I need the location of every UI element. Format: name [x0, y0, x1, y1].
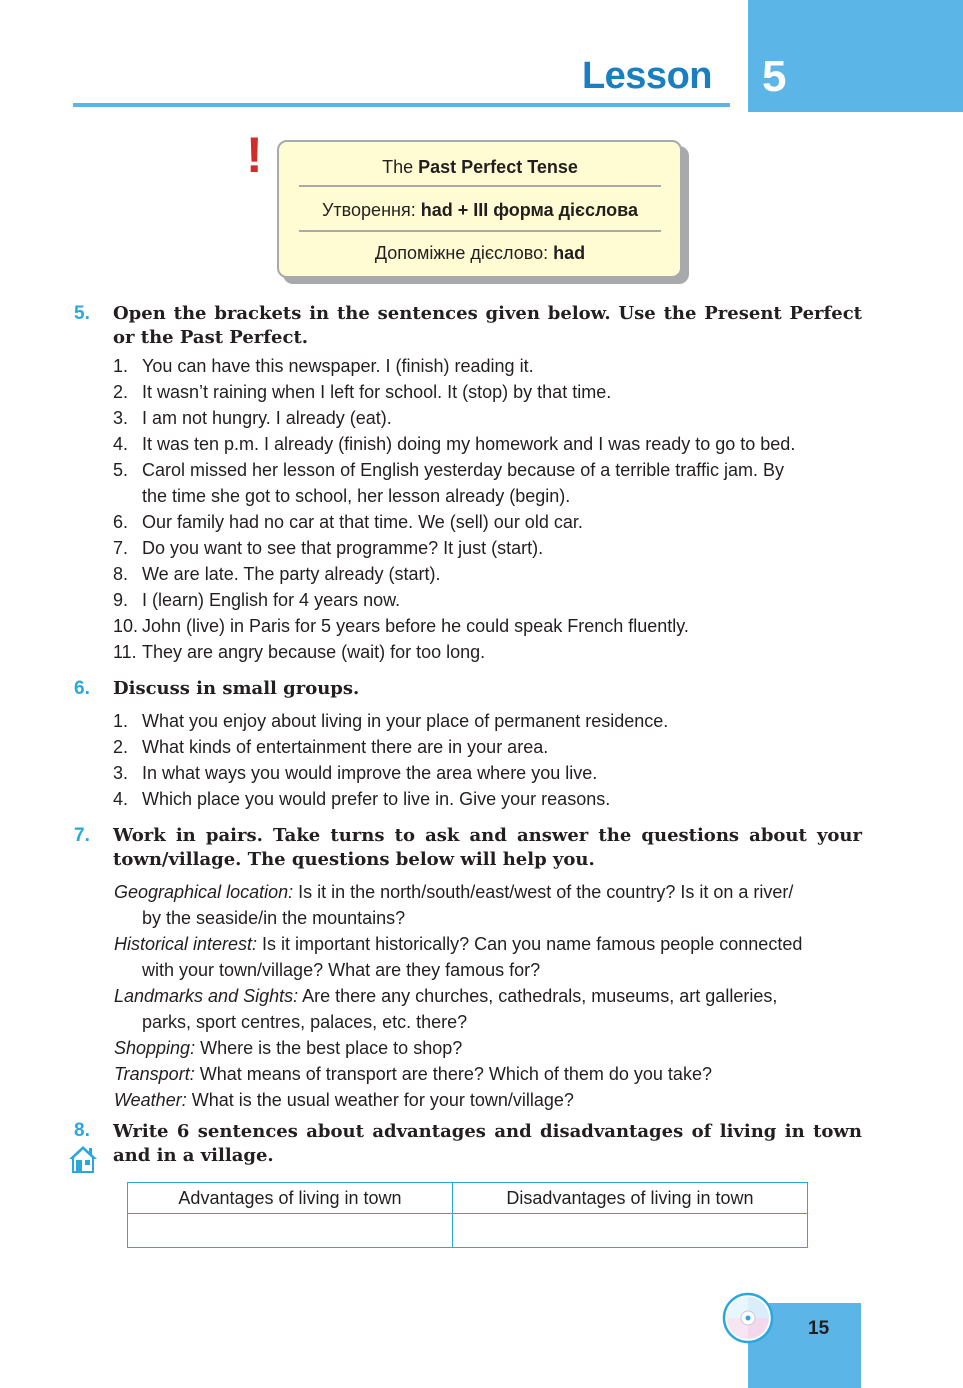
list-item: [113, 734, 868, 760]
prompt-item: [114, 931, 862, 983]
prompt-text-continued: by the seaside/in the mountains?: [142, 908, 406, 928]
exercise-5-number: 5.: [74, 303, 90, 324]
list-item: [113, 639, 868, 665]
prompt-text-continued: with your town/village? What are they famous for?: [142, 960, 541, 980]
list-item: [113, 457, 868, 506]
item-text: Carol missed her lesson of English yesterday because of a terrible traffic jam. By: [142, 460, 784, 480]
item-number: 3.: [113, 408, 129, 428]
grammar-divider: [299, 185, 661, 187]
table-cell-disadvantages: [453, 1214, 807, 1247]
item-number: 8.: [113, 564, 129, 584]
item-number: 1.: [113, 711, 129, 731]
item-text: Our family had no car at that time. We (sell) our old car.: [142, 512, 583, 532]
prompt-text: Is it important historically? Can you name famous people connected: [257, 934, 803, 954]
prompt-text: Is it in the north/south/east/west of the country? Is it on a river/: [293, 882, 794, 902]
list-item: [113, 353, 868, 379]
item-number: 2.: [113, 737, 129, 757]
list-item: [113, 760, 868, 786]
list-item: [113, 587, 868, 613]
item-text: It wasn’t raining when I left for school. It (stop) by that time.: [142, 382, 612, 402]
item-text: Do you want to see that programme? It just (start).: [142, 538, 544, 558]
item-text: In what ways you would improve the area where you live.: [142, 763, 598, 783]
grammar-row-tense-bold: Past Perfect Tense: [418, 157, 578, 177]
grammar-row-formation-bold: had + III форма дієслова: [420, 200, 638, 220]
prompt-label: Shopping:: [114, 1038, 196, 1058]
item-number: 4.: [113, 434, 129, 454]
home-icon: [67, 1143, 99, 1175]
exercise-8-number: 8.: [74, 1120, 90, 1141]
advantages-table: [127, 1182, 808, 1248]
item-text: Which place you would prefer to live in. Give your reasons.: [142, 789, 611, 809]
item-number: 7.: [113, 538, 129, 558]
list-item: [113, 535, 868, 561]
table-header-disadvantages: Disadvantages of living in town: [453, 1183, 807, 1214]
exercise-7-title: Work in pairs. Take turns to ask and answer the questions about your town/village. The questions below will help you.: [113, 825, 862, 870]
item-number: 6.: [113, 512, 129, 532]
table-header-advantages: Advantages of living in town: [128, 1183, 453, 1214]
item-text: We are late. The party already (start).: [142, 564, 441, 584]
grammar-row-tense: [299, 156, 661, 178]
exercise-7-number: 7.: [74, 825, 90, 846]
grammar-row-auxiliary-bold: had: [553, 243, 586, 263]
prompt-text-continued: parks, sport centres, palaces, etc. there?: [142, 1012, 468, 1032]
prompt-label: Transport:: [114, 1064, 195, 1084]
exercise-6-title: Discuss in small groups.: [113, 678, 360, 699]
prompt-text: Where is the best place to shop?: [195, 1038, 463, 1058]
prompt-text: What is the usual weather for your town/village?: [186, 1090, 574, 1110]
item-number: 2.: [113, 382, 129, 402]
item-text: I (learn) English for 4 years now.: [142, 590, 401, 610]
page-number: 15: [808, 1318, 830, 1339]
item-number: 4.: [113, 789, 129, 809]
lesson-label: Lesson: [581, 55, 712, 97]
prompt-item: [114, 879, 862, 931]
exercise-8-title: Write 6 sentences about advantages and disadvantages of living in town and in a village.: [113, 1121, 862, 1166]
item-number: 1.: [113, 356, 129, 376]
item-number: 3.: [113, 763, 129, 783]
list-item: [113, 786, 868, 812]
grammar-row-auxiliary-prefix: Допоміжне дієслово:: [374, 243, 554, 263]
cd-icon: [722, 1292, 774, 1344]
prompt-item: [114, 1061, 862, 1087]
list-item: [113, 613, 868, 639]
prompt-text: What means of transport are there? Which of them do you take?: [194, 1064, 712, 1084]
grammar-divider: [299, 230, 661, 232]
prompt-label: Weather:: [114, 1090, 187, 1110]
item-text: You can have this newspaper. I (finish) reading it.: [142, 356, 534, 376]
prompt-item: [114, 1035, 862, 1061]
item-text: What kinds of entertainment there are in your area.: [142, 737, 549, 757]
exclamation-icon: !: [246, 127, 263, 183]
grammar-row-formation-prefix: Утворення:: [322, 200, 421, 220]
item-text: They are angry because (wait) for too long.: [142, 642, 486, 662]
list-item: [113, 379, 868, 405]
item-text-continued: the time she got to school, her lesson already (begin).: [142, 486, 571, 506]
prompt-item: [114, 983, 862, 1035]
grammar-row-formation: [299, 199, 661, 221]
item-number: 5.: [113, 460, 129, 480]
grammar-row-auxiliary: [299, 242, 661, 264]
item-number: 10.: [113, 616, 139, 636]
prompt-label: Geographical location:: [114, 882, 294, 902]
item-text: What you enjoy about living in your place of permanent residence.: [142, 711, 669, 731]
item-number: 11.: [113, 642, 137, 662]
grammar-row-tense-prefix: The: [382, 157, 419, 177]
prompt-label: Historical interest:: [114, 934, 258, 954]
prompt-item: [114, 1087, 862, 1113]
table-cell-advantages: [128, 1214, 453, 1247]
list-item: [113, 708, 868, 734]
item-number: 9.: [113, 590, 129, 610]
list-item: [113, 405, 868, 431]
item-text: It was ten p.m. I already (finish) doing my homework and I was ready to go to bed.: [142, 434, 796, 454]
exercise-5-title: Open the brackets in the sentences given below. Use the Present Perfect or the Past Perfect.: [113, 303, 862, 348]
list-item: [113, 431, 868, 457]
lesson-number: 5: [762, 52, 787, 101]
prompt-label: Landmarks and Sights:: [114, 986, 299, 1006]
exercise-6-number: 6.: [74, 678, 90, 699]
header-divider: [73, 103, 730, 107]
list-item: [113, 509, 868, 535]
grammar-box: [277, 140, 682, 278]
list-item: [113, 561, 868, 587]
prompt-text: Are there any churches, cathedrals, museums, art galleries,: [298, 986, 778, 1006]
item-text: I am not hungry. I already (eat).: [142, 408, 392, 428]
item-text: John (live) in Paris for 5 years before he could speak French fluently.: [142, 616, 689, 636]
